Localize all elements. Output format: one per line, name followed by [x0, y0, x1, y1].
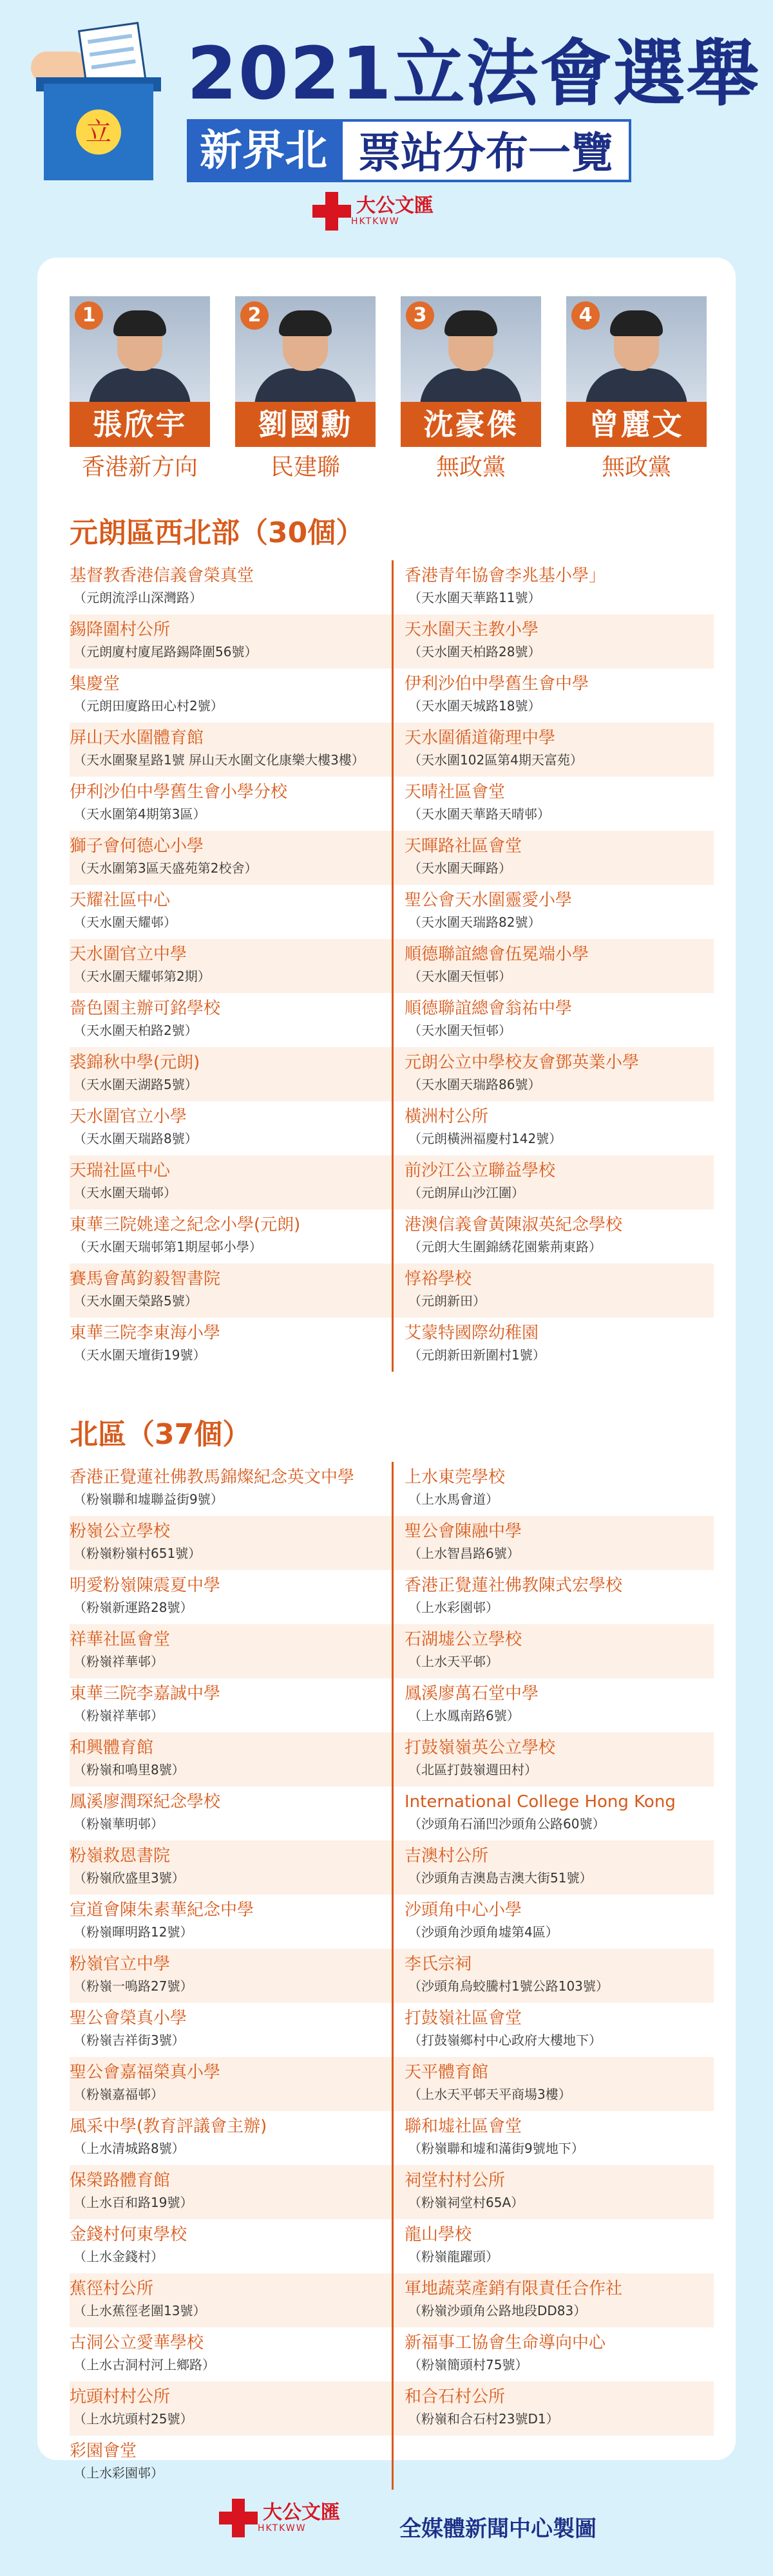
station-address: （沙頭角烏蛟騰村1號公路103號）	[408, 1978, 609, 1994]
station-name: 聖公會榮真小學	[70, 2009, 187, 2028]
station-address: （上水天平邨）	[408, 1654, 499, 1669]
station-name: 天暉路社區會堂	[405, 837, 522, 856]
candidate-number: 3	[406, 301, 434, 330]
candidate-number: 2	[240, 301, 269, 330]
polling-station	[405, 1949, 714, 2003]
station-address: （天水圍天華路11號）	[408, 590, 541, 605]
station-address: （上水鳳南路6號）	[408, 1708, 520, 1723]
station-name: 天水圍天主教小學	[405, 620, 539, 639]
candidate-photo	[235, 296, 376, 406]
candidate-party: 無政黨	[601, 454, 671, 480]
polling-station	[70, 2165, 379, 2219]
page-subtitle	[187, 119, 631, 182]
polling-station	[405, 777, 714, 831]
station-address: （上水智昌路6號）	[408, 1546, 520, 1561]
station-name: 伊利沙伯中學舊生會中學	[405, 674, 589, 694]
polling-station	[405, 2057, 714, 2111]
candidate-name: 曾麗文	[566, 402, 707, 447]
station-address: （元朗大生圍錦綉花園紫荊東路）	[408, 1239, 602, 1255]
station-name: 聖公會嘉福榮真小學	[70, 2063, 221, 2082]
station-name: 和興體育館	[70, 1738, 154, 1757]
polling-station	[70, 1318, 379, 1372]
polling-station	[405, 1101, 714, 1155]
station-name: 嗇色園主辦可銘學校	[70, 999, 221, 1018]
station-name: 沙頭角中心小學	[405, 1900, 522, 1920]
station-address: （天水圍天恒邨）	[408, 1023, 511, 1038]
station-address: （沙頭角石涌凹沙頭角公路60號）	[408, 1816, 606, 1832]
station-address: （粉嶺華明邨）	[73, 1816, 164, 1832]
station-name: 天耀社區中心	[70, 891, 171, 910]
station-address: （天水圍102區第4期天富苑）	[408, 752, 583, 768]
footer-brand-logo	[219, 2499, 340, 2537]
candidate-name: 張欣宇	[70, 402, 210, 447]
station-name: 蕉徑村公所	[70, 2279, 154, 2298]
polling-station	[405, 2219, 714, 2273]
station-name: 東華三院李嘉誠中學	[70, 1684, 221, 1703]
station-address: （元朗廈村廈尾路錫降圍56號）	[73, 644, 258, 659]
station-name: 聖公會陳融中學	[405, 1522, 522, 1541]
polling-station	[70, 939, 379, 993]
station-address: （元朗屏山沙江圍）	[408, 1185, 524, 1200]
station-address: （天水圍天湖路5號）	[73, 1077, 198, 1092]
station-name: 明愛粉嶺陳震夏中學	[70, 1576, 221, 1595]
candidate-party: 無政黨	[435, 454, 506, 480]
polling-station	[70, 2327, 379, 2382]
station-name: 賽馬會萬鈞毅智書院	[70, 1269, 221, 1289]
ballot-box-illustration	[31, 13, 160, 187]
station-address: （上水坑頭村25號）	[73, 2411, 193, 2427]
polling-station	[405, 1516, 714, 1570]
polling-station	[405, 2327, 714, 2382]
station-name: 石湖墟公立學校	[405, 1630, 522, 1649]
brand-sub: HKTKWW	[351, 216, 400, 227]
polling-station	[70, 2219, 379, 2273]
column-divider	[392, 1462, 394, 2490]
polling-station	[405, 1895, 714, 1949]
station-name: 上水東莞學校	[405, 1468, 506, 1487]
candidate-party: 香港新方向	[81, 454, 198, 480]
candidate-name: 劉國勳	[235, 402, 376, 447]
candidate-card	[235, 296, 376, 489]
station-address: （粉嶺簡頭村75號）	[408, 2357, 528, 2372]
station-address: （上水金錢村）	[73, 2249, 164, 2264]
polling-station	[405, 885, 714, 939]
station-address: （天水圍天瑞路86號）	[408, 1077, 541, 1092]
station-name: 獅子會何德心小學	[70, 837, 204, 856]
station-name: 香港正覺蓮社佛教陳式宏學校	[405, 1576, 623, 1595]
station-name: 東華三院李東海小學	[70, 1323, 221, 1343]
station-address: （天水圍天華路天晴邨）	[408, 806, 550, 822]
station-address: （天水圍天柏路2號）	[73, 1023, 198, 1038]
footer-brand-cross-icon	[219, 2499, 258, 2537]
station-address: （天水圍天耀邨）	[73, 914, 177, 930]
candidate-number: 1	[75, 301, 103, 330]
station-address: （粉嶺和合石村23號D1）	[408, 2411, 559, 2427]
polling-station	[405, 1318, 714, 1372]
polling-station	[405, 831, 714, 885]
candidate-photo	[566, 296, 707, 406]
station-name: 天水圍官立中學	[70, 945, 187, 964]
polling-station	[70, 885, 379, 939]
footer	[0, 2499, 773, 2563]
header	[0, 0, 773, 193]
station-address: （元朗田廈路田心村2號）	[73, 698, 224, 714]
station-name: 坑頭村村公所	[70, 2387, 171, 2407]
polling-station	[405, 1624, 714, 1678]
polling-station	[70, 1101, 379, 1155]
station-name: 前沙江公立聯益學校	[405, 1161, 556, 1180]
polling-station	[70, 993, 379, 1047]
polling-station	[70, 1570, 379, 1624]
polling-station	[405, 1462, 714, 1516]
polling-station	[70, 668, 379, 723]
station-address: （元朗新田新圍村1號）	[408, 1347, 546, 1363]
brand-cross-icon	[312, 192, 351, 231]
polling-station	[70, 2057, 379, 2111]
station-address: （天水圍天城路18號）	[408, 698, 541, 714]
station-address: （粉嶺粉嶺村651號）	[73, 1546, 202, 1561]
station-name: 伊利沙伯中學舊生會小學分校	[70, 782, 288, 802]
station-name: 保榮路體育館	[70, 2171, 171, 2190]
station-address: （天水圍天瑞路8號）	[73, 1131, 198, 1146]
station-name: 艾蒙特國際幼稚園	[405, 1323, 539, 1343]
station-address: （粉嶺沙頭角公路地段DD83）	[408, 2303, 587, 2318]
station-name: 港澳信義會黃陳淑英紀念學校	[405, 1215, 623, 1235]
district-title: 北區（37個）	[70, 1418, 251, 1451]
station-address: （沙頭角沙頭角墟第4區）	[408, 1924, 558, 1940]
station-address: （元朗橫洲福慶村142號）	[408, 1131, 562, 1146]
station-address: （天水圍天柏路28號）	[408, 644, 541, 659]
seal-icon: 立	[76, 109, 121, 155]
station-address: （粉嶺祠堂村65A）	[408, 2195, 524, 2210]
polling-station	[405, 668, 714, 723]
polling-station	[405, 1732, 714, 1786]
brand-name: 大公文匯	[356, 194, 434, 217]
station-address: （元朗新田）	[408, 1293, 486, 1309]
polling-station	[70, 1732, 379, 1786]
polling-station	[70, 1786, 379, 1841]
footer-credit: 全媒體新聞中心製圖	[399, 2516, 596, 2542]
station-name: 基督教香港信義會榮真堂	[70, 566, 254, 585]
polling-station	[70, 1264, 379, 1318]
station-name: 屏山天水圍體育館	[70, 728, 204, 748]
polling-station	[70, 1516, 379, 1570]
column-divider	[392, 560, 394, 1372]
station-address: （上水彩園邨）	[73, 2465, 164, 2481]
station-name: 粉嶺公立學校	[70, 1522, 171, 1541]
station-name: 天瑞社區中心	[70, 1161, 171, 1180]
district-title: 元朗區西北部（30個）	[70, 516, 365, 549]
station-address: （元朗流浮山深灣路）	[73, 590, 202, 605]
station-name: 天水圍官立小學	[70, 1107, 187, 1126]
station-name: 古洞公立愛華學校	[70, 2333, 204, 2353]
station-name: 和合石村公所	[405, 2387, 506, 2407]
polling-station	[70, 614, 379, 668]
station-address: （粉嶺新運路28號）	[73, 1600, 193, 1615]
station-address: （沙頭角吉澳島吉澳大街51號）	[408, 1870, 593, 1886]
station-name: International College Hong Kong	[405, 1792, 676, 1812]
station-address: （上水彩園邨）	[408, 1600, 499, 1615]
station-name: 軍地蔬菜產銷有限責任合作社	[405, 2279, 623, 2298]
station-name: 風采中學(教育評議會主辦)	[70, 2117, 267, 2136]
station-name: 金錢村何東學校	[70, 2225, 187, 2244]
polling-station	[405, 1155, 714, 1209]
polling-station	[405, 1841, 714, 1895]
polling-station	[405, 1570, 714, 1624]
footer-brand-name: 大公文匯	[263, 2501, 340, 2524]
polling-station-table	[70, 560, 714, 1372]
station-address: （天水圍天恒邨）	[408, 969, 511, 984]
station-address: （天水圍聚星路1號 屏山天水圍文化康樂大樓3樓）	[73, 752, 365, 768]
station-name: 彩園會堂	[70, 2441, 137, 2461]
station-name: 惇裕學校	[405, 1269, 472, 1289]
station-address: （上水百和路19號）	[73, 2195, 193, 2210]
station-name: 粉嶺救恩書院	[70, 1846, 171, 1866]
station-address: （天水圍天耀邨第2期）	[73, 969, 211, 984]
station-address: （上水馬會道）	[408, 1492, 499, 1507]
polling-station	[70, 1678, 379, 1732]
station-address: （天水圍天榮路5號）	[73, 1293, 198, 1309]
station-name: 龍山學校	[405, 2225, 472, 2244]
station-name: 祥華社區會堂	[70, 1630, 171, 1649]
station-address: （粉嶺聯和墟聯益街9號）	[73, 1492, 224, 1507]
station-address: （粉嶺暉明路12號）	[73, 1924, 193, 1940]
polling-station	[70, 2436, 379, 2490]
polling-station	[405, 1678, 714, 1732]
polling-station	[405, 1786, 714, 1841]
polling-station	[70, 1895, 379, 1949]
candidate-photo	[401, 296, 541, 406]
station-address: （北區打鼓嶺週田村）	[408, 1762, 537, 1777]
polling-station	[405, 723, 714, 777]
station-name: 粉嶺官立中學	[70, 1955, 171, 1974]
station-address: （天水圍天瑞邨）	[73, 1185, 177, 1200]
polling-station	[405, 2273, 714, 2327]
station-name: 祠堂村村公所	[405, 2171, 506, 2190]
station-name: 元朗公立中學校友會鄧英業小學	[405, 1053, 640, 1072]
polling-station	[70, 2382, 379, 2436]
polling-station	[405, 1264, 714, 1318]
station-name: 吉澳村公所	[405, 1846, 489, 1866]
station-address: （天水圍第3區天盛苑第2校舍）	[73, 860, 258, 876]
station-address: （打鼓嶺鄉村中心政府大樓地下）	[408, 2032, 602, 2048]
station-address: （粉嶺一鳴路27號）	[73, 1978, 193, 1994]
station-address: （粉嶺嘉福邨）	[73, 2087, 164, 2102]
polling-station	[405, 2003, 714, 2057]
candidate-name: 沈豪傑	[401, 402, 541, 447]
polling-station	[70, 1209, 379, 1264]
polling-station	[405, 1047, 714, 1101]
polling-station	[70, 1155, 379, 1209]
station-address: （上水古洞村河上鄉路）	[73, 2357, 215, 2372]
polling-station	[70, 1047, 379, 1101]
polling-station-table	[70, 1462, 714, 2490]
station-name: 橫洲村公所	[405, 1107, 489, 1126]
polling-station	[70, 2003, 379, 2057]
candidate-card	[566, 296, 707, 489]
station-name: 天水圍循道衛理中學	[405, 728, 556, 748]
station-address: （上水天平邨天平商場3樓）	[408, 2087, 571, 2102]
polling-station	[70, 2273, 379, 2327]
polling-station	[70, 777, 379, 831]
station-address: （粉嶺欣盛里3號）	[73, 1870, 185, 1886]
station-name: 宣道會陳朱素華紀念中學	[70, 1900, 254, 1920]
brand-logo	[312, 192, 434, 231]
station-name: 香港正覺蓮社佛教馬錦燦紀念英文中學	[70, 1468, 355, 1487]
station-name: 聯和墟社區會堂	[405, 2117, 522, 2136]
candidate-card	[401, 296, 541, 489]
station-name: 打鼓嶺社區會堂	[405, 2009, 522, 2028]
station-address: （天水圍天瑞路82號）	[408, 914, 541, 930]
polling-station	[405, 2436, 714, 2490]
station-name: 順德聯誼總會翁祐中學	[405, 999, 573, 1018]
polling-station	[70, 1841, 379, 1895]
station-name: 鳳溪廖潤琛紀念學校	[70, 1792, 221, 1812]
subtitle-region: 新界北	[187, 119, 340, 182]
polling-station	[70, 1949, 379, 2003]
polling-station	[405, 939, 714, 993]
polling-station	[70, 2111, 379, 2165]
station-address: （粉嶺和鳴里8號）	[73, 1762, 185, 1777]
polling-station	[405, 993, 714, 1047]
candidate-photo	[70, 296, 210, 406]
station-name: 打鼓嶺嶺英公立學校	[405, 1738, 556, 1757]
content-card	[37, 258, 736, 2481]
station-name: 順德聯誼總會伍冕端小學	[405, 945, 589, 964]
polling-station	[405, 2165, 714, 2219]
station-name: 天平體育館	[405, 2063, 489, 2082]
station-name: 新福事工協會生命導向中心	[405, 2333, 606, 2353]
polling-station	[405, 614, 714, 668]
candidate-number: 4	[571, 301, 600, 330]
station-address: （天水圍第4期第3區）	[73, 806, 206, 822]
candidate-party: 民建聯	[270, 454, 340, 480]
polling-station	[405, 2382, 714, 2436]
station-address: （天水圍天暉路）	[408, 860, 511, 876]
station-name: 錫降圍村公所	[70, 620, 171, 639]
station-address: （粉嶺祥華邨）	[73, 1708, 164, 1723]
station-address: （粉嶺祥華邨）	[73, 1654, 164, 1669]
polling-station	[70, 723, 379, 777]
station-name: 天晴社區會堂	[405, 782, 506, 802]
station-address: （粉嶺吉祥街3號）	[73, 2032, 185, 2048]
candidate-card	[70, 296, 210, 489]
station-address: （上水蕉徑老圍13號）	[73, 2303, 206, 2318]
station-name: 李氏宗祠	[405, 1955, 472, 1974]
polling-station	[70, 560, 379, 614]
station-address: （上水清城路8號）	[73, 2141, 185, 2156]
station-address: （天水圍天瑞邨第1期屋邨小學）	[73, 1239, 262, 1255]
station-name: 集慶堂	[70, 674, 120, 694]
station-name: 香港青年協會李兆基小學」	[405, 566, 606, 585]
station-name: 聖公會天水圍靈愛小學	[405, 891, 573, 910]
station-address: （粉嶺龍躍頭）	[408, 2249, 499, 2264]
station-address: （粉嶺聯和墟和滿街9號地下）	[408, 2141, 584, 2156]
subtitle-rest: 票站分布一覽	[340, 119, 631, 182]
polling-station	[405, 1209, 714, 1264]
station-name: 東華三院姚達之紀念小學(元朗)	[70, 1215, 301, 1235]
candidate-list	[70, 296, 707, 489]
station-address: （天水圍天壇街19號）	[73, 1347, 206, 1363]
station-name: 鳳溪廖萬石堂中學	[405, 1684, 539, 1703]
station-name: 裘錦秋中學(元朗)	[70, 1053, 200, 1072]
polling-station	[70, 1462, 379, 1516]
polling-station	[405, 560, 714, 614]
polling-station	[70, 1624, 379, 1678]
footer-brand-sub: HKTKWW	[258, 2523, 307, 2533]
polling-station	[405, 2111, 714, 2165]
page-title: 2021立法會選舉	[187, 32, 760, 116]
polling-station	[70, 831, 379, 885]
